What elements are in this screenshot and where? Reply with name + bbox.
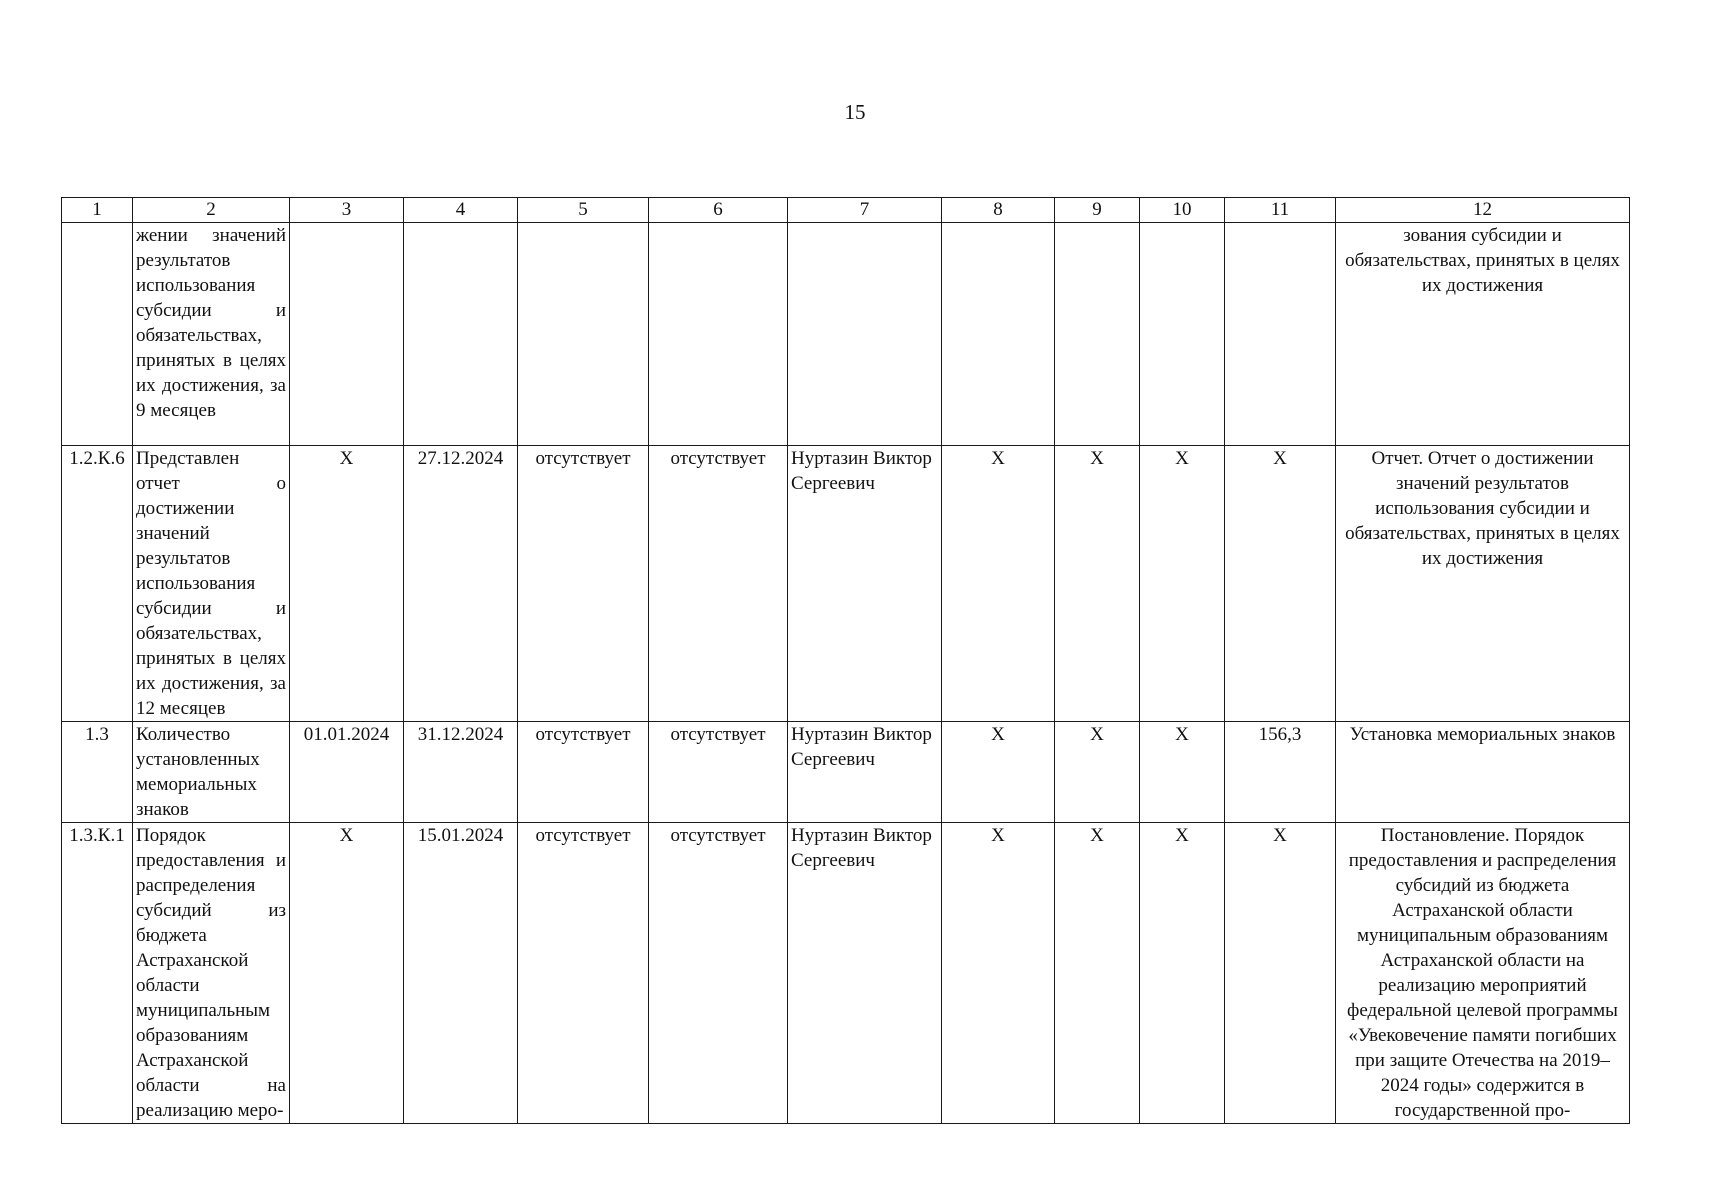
column-6-cell: отсутствует	[649, 722, 788, 823]
end-date-cell: 27.12.2024	[404, 446, 518, 722]
start-date-cell: X	[290, 823, 404, 1124]
column-header: 1	[62, 198, 133, 223]
column-10-cell: X	[1140, 823, 1225, 1124]
row-name: Порядок предоставления и распределения субсидий из бюджета Астраханской области муниципальным образованиям Астраханской области на реализацию меро-	[133, 823, 290, 1124]
column-10-cell: X	[1140, 722, 1225, 823]
responsible-cell: Нуртазин Виктор Сергеевич	[788, 823, 942, 1124]
column-header: 6	[649, 198, 788, 223]
result-description-cell: зования субсидии и обязательствах, принятых в целях их достижения	[1336, 223, 1630, 446]
column-11-cell: 156,3	[1225, 722, 1336, 823]
result-description-cell: Постановление. Порядок предоставления и распределения субсидий из бюджета Астраханской области муниципальным образованиям Астраханской области на реализацию мероприятий федеральной целевой программы «Увековечение памяти погибших при защите Отечества на 2019–2024 годы» содержится в государственной про-	[1336, 823, 1630, 1124]
column-header: 11	[1225, 198, 1336, 223]
table-row	[62, 223, 1630, 446]
table-row	[62, 722, 1630, 823]
end-date-cell	[404, 223, 518, 446]
column-10-cell: X	[1140, 446, 1225, 722]
row-number	[62, 223, 133, 446]
column-5-cell: отсутствует	[518, 823, 649, 1124]
column-5-cell	[518, 223, 649, 446]
column-header: 7	[788, 198, 942, 223]
column-header: 10	[1140, 198, 1225, 223]
column-11-cell: X	[1225, 823, 1336, 1124]
row-name: Количество установленных мемориальных знаков	[133, 722, 290, 823]
column-header: 8	[942, 198, 1055, 223]
start-date-cell: X	[290, 446, 404, 722]
results-table	[61, 197, 1630, 1124]
column-header: 5	[518, 198, 649, 223]
column-9-cell: X	[1055, 823, 1140, 1124]
column-11-cell: X	[1225, 446, 1336, 722]
column-10-cell	[1140, 223, 1225, 446]
responsible-cell: Нуртазин Виктор Сергеевич	[788, 446, 942, 722]
column-8-cell: X	[942, 722, 1055, 823]
end-date-cell: 15.01.2024	[404, 823, 518, 1124]
column-9-cell	[1055, 223, 1140, 446]
responsible-cell: Нуртазин Виктор Сергеевич	[788, 722, 942, 823]
result-description-cell: Установка мемориальных знаков	[1336, 722, 1630, 823]
column-11-cell	[1225, 223, 1336, 446]
table-row	[62, 446, 1630, 722]
row-number: 1.3	[62, 722, 133, 823]
column-8-cell: X	[942, 446, 1055, 722]
column-9-cell: X	[1055, 446, 1140, 722]
column-header: 12	[1336, 198, 1630, 223]
column-number-row	[62, 198, 1630, 223]
start-date-cell: 01.01.2024	[290, 722, 404, 823]
row-number: 1.2.К.6	[62, 446, 133, 722]
result-description-cell: Отчет. Отчет о достижении значений результатов использования субсидии и обязательствах, принятых в целях их достижения	[1336, 446, 1630, 722]
page-number: 15	[844, 100, 866, 124]
column-6-cell: отсутствует	[649, 823, 788, 1124]
table-row	[62, 823, 1630, 1124]
column-6-cell: отсутствует	[649, 446, 788, 722]
row-name: жении значений результатов использования субсидии и обязательствах, принятых в целях их достижения, за 9 месяцев	[133, 223, 290, 446]
column-header: 3	[290, 198, 404, 223]
column-5-cell: отсутствует	[518, 446, 649, 722]
row-name: Представлен отчет о достижении значений результатов использования субсидии и обязательствах, принятых в целях их достижения, за 12 месяцев	[133, 446, 290, 722]
column-8-cell	[942, 223, 1055, 446]
column-6-cell	[649, 223, 788, 446]
column-header: 4	[404, 198, 518, 223]
column-8-cell: X	[942, 823, 1055, 1124]
row-number: 1.3.К.1	[62, 823, 133, 1124]
start-date-cell	[290, 223, 404, 446]
column-5-cell: отсутствует	[518, 722, 649, 823]
column-header: 9	[1055, 198, 1140, 223]
end-date-cell: 31.12.2024	[404, 722, 518, 823]
column-header: 2	[133, 198, 290, 223]
column-9-cell: X	[1055, 722, 1140, 823]
responsible-cell	[788, 223, 942, 446]
